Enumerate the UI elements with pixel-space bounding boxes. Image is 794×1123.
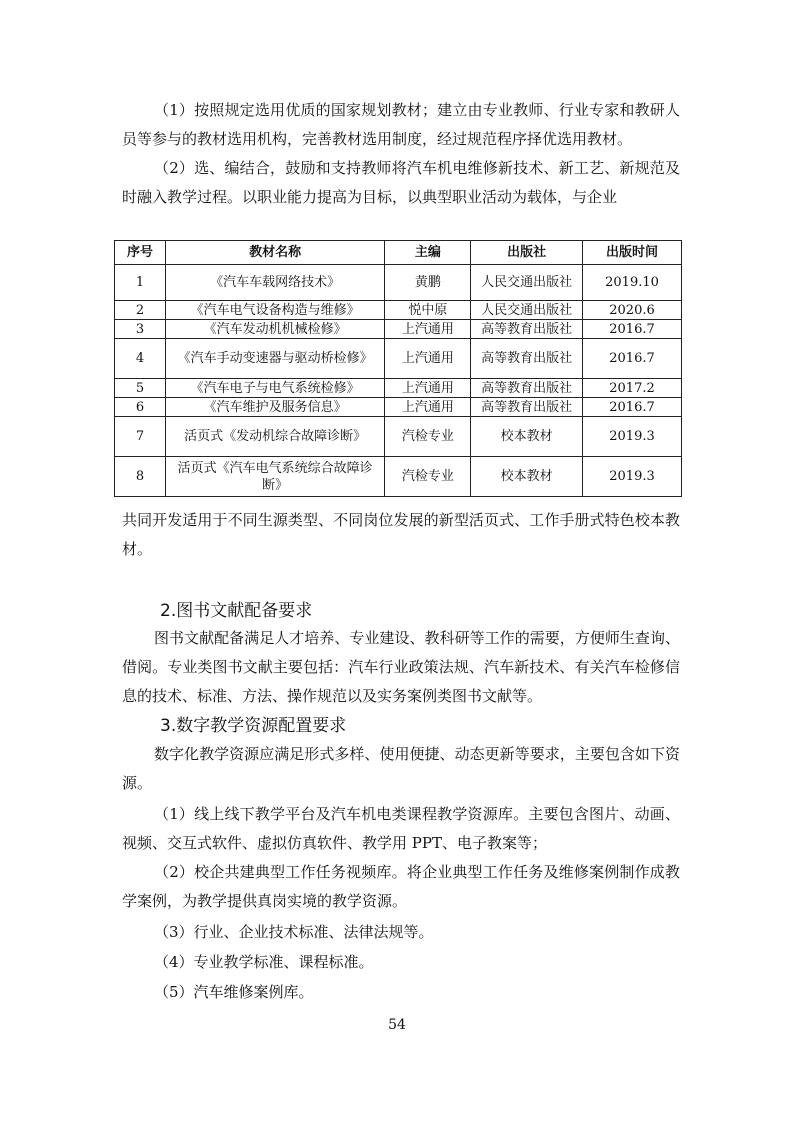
table-row <box>115 417 682 457</box>
table-row <box>115 379 682 398</box>
paragraph-library: 图书文献配备满足人才培养、专业建设、教科研等工作的需要，方便师生查询、借阅。专业类图书文献主要包括：汽车行业政策法规、汽车新技术、有关汽车检修信息的技术、标准、方法、操作规范以及实务案例类图书文献等。 <box>122 629 680 705</box>
cell-index: 3 <box>115 320 166 339</box>
cell-editor: 上汽通用 <box>385 339 471 379</box>
cell-date: 2016.7 <box>583 398 682 417</box>
cell-editor: 上汽通用 <box>385 320 471 339</box>
paragraph-digital-intro: 数字化教学资源应满足形式多样、使用便捷、动态更新等要求，主要包含如下资源。 <box>122 745 680 792</box>
header-publisher: 出版社 <box>471 241 583 265</box>
table-row <box>115 301 682 320</box>
cell-editor: 汽检专业 <box>385 417 471 457</box>
list-item: （4）专业教学标准、课程标准。 <box>154 953 374 971</box>
textbook-table <box>114 240 682 497</box>
cell-title: 活页式《汽车电气系统综合故障诊断》 <box>165 457 385 497</box>
cell-index: 8 <box>115 457 166 497</box>
table-row <box>115 398 682 417</box>
header-date: 出版时间 <box>583 241 682 265</box>
cell-date: 2016.7 <box>583 339 682 379</box>
cell-index: 5 <box>115 379 166 398</box>
cell-date: 2017.2 <box>583 379 682 398</box>
cell-title: 《汽车手动变速器与驱动桥检修》 <box>165 339 385 379</box>
cell-editor: 上汽通用 <box>385 379 471 398</box>
table-row <box>115 265 682 301</box>
cell-editor: 上汽通用 <box>385 398 471 417</box>
cell-title: 《汽车维护及服务信息》 <box>165 398 385 417</box>
cell-editor: 黄鹏 <box>385 265 471 301</box>
page-number: 54 <box>388 1017 406 1033</box>
header-editor: 主编 <box>385 241 471 265</box>
cell-publisher: 校本教材 <box>471 417 583 457</box>
cell-editor: 悦中原 <box>385 301 471 320</box>
cell-index: 6 <box>115 398 166 417</box>
header-title: 教材名称 <box>165 241 385 265</box>
cell-date: 2019.3 <box>583 457 682 497</box>
cell-title: 活页式《发动机综合故障诊断》 <box>165 417 385 457</box>
cell-title: 《汽车发动机机械检修》 <box>165 320 385 339</box>
cell-publisher: 人民交通出版社 <box>471 265 583 301</box>
cell-publisher: 高等教育出版社 <box>471 379 583 398</box>
paragraph-textbook-compile: （2）选、编结合，鼓励和支持教师将汽车机电维修新技术、新工艺、新规范及时融入教学过程。以职业能力提高为目标，以典型职业活动为载体，与企业 <box>122 159 680 206</box>
paragraph-after-table: 共同开发适用于不同生源类型、不同岗位发展的新型活页式、工作手册式特色校本教材。 <box>122 511 680 558</box>
section-heading-library: 2.图书文献配备要求 <box>160 601 313 621</box>
list-item: （5）汽车维修案例库。 <box>154 983 314 1001</box>
cell-editor: 汽检专业 <box>385 457 471 497</box>
cell-date: 2016.7 <box>583 320 682 339</box>
cell-publisher: 校本教材 <box>471 457 583 497</box>
table-row <box>115 320 682 339</box>
cell-index: 2 <box>115 301 166 320</box>
cell-date: 2019.3 <box>583 417 682 457</box>
header-index: 序号 <box>115 241 166 265</box>
cell-title: 《汽车电气设备构造与维修》 <box>165 301 385 320</box>
cell-index: 1 <box>115 265 166 301</box>
cell-publisher: 高等教育出版社 <box>471 398 583 417</box>
cell-publisher: 高等教育出版社 <box>471 320 583 339</box>
cell-index: 7 <box>115 417 166 457</box>
cell-publisher: 人民交通出版社 <box>471 301 583 320</box>
table-header-row <box>115 241 682 265</box>
cell-title: 《汽车车载网络技术》 <box>165 265 385 301</box>
paragraph-textbook-selection: （1）按照规定选用优质的国家规划教材；建立由专业教师、行业专家和教研人员等参与的教材选用机构，完善教材选用制度，经过规范程序择优选用教材。 <box>122 101 680 148</box>
cell-publisher: 高等教育出版社 <box>471 339 583 379</box>
table-row <box>115 457 682 497</box>
cell-date: 2019.10 <box>583 265 682 301</box>
section-heading-digital: 3.数字教学资源配置要求 <box>160 716 347 736</box>
list-item: （3）行业、企业技术标准、法律法规等。 <box>154 923 434 941</box>
cell-title: 《汽车电子与电气系统检修》 <box>165 379 385 398</box>
list-item: （2）校企共建典型工作任务视频库。将企业典型工作任务及维修案例制作成教学案例，为教学提供真岗实境的教学资源。 <box>122 863 680 910</box>
list-item: （1）线上线下教学平台及汽车机电类课程教学资源库。主要包含图片、动画、视频、交互式软件、虚拟仿真软件、教学用 PPT、电子教案等； <box>122 805 680 852</box>
table-row <box>115 339 682 379</box>
cell-index: 4 <box>115 339 166 379</box>
cell-date: 2020.6 <box>583 301 682 320</box>
